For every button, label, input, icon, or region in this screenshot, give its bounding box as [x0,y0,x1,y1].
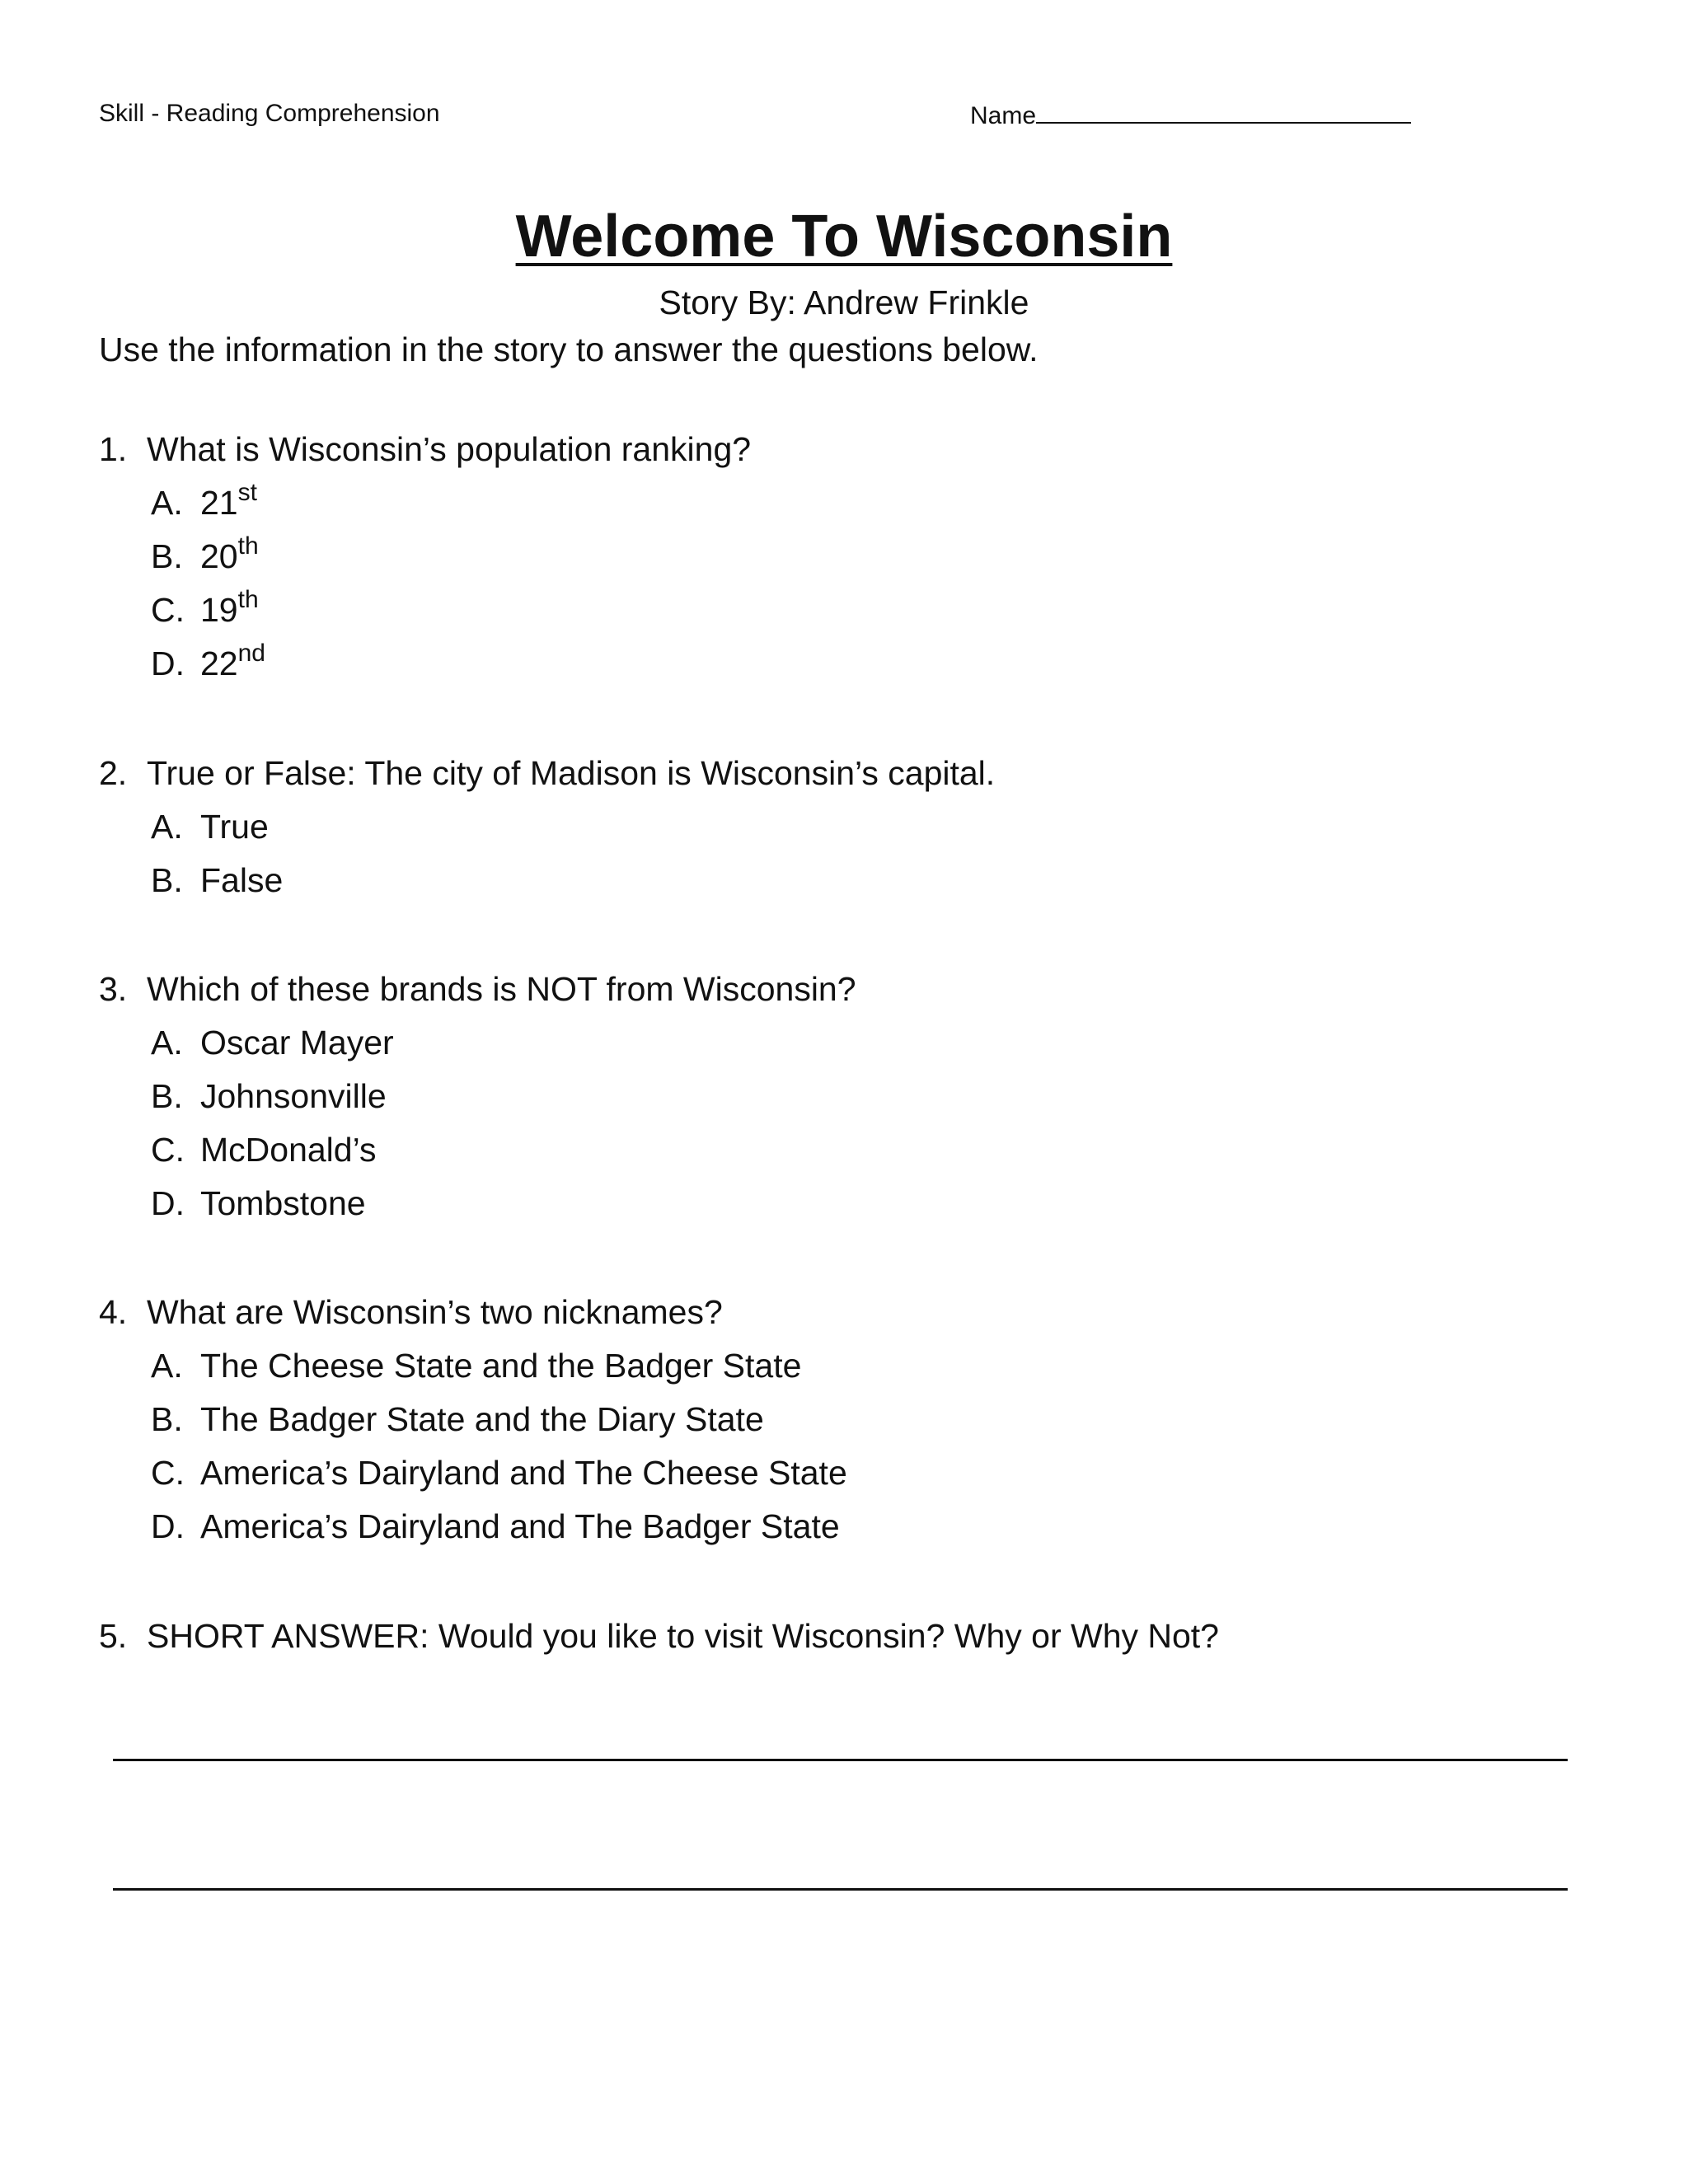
option-letter: B. [151,1077,183,1115]
question-3-option-a[interactable] [151,1020,394,1065]
question-2-option-a[interactable] [151,804,269,849]
ordinal-suffix: st [237,479,257,506]
option-letter: C. [151,1131,185,1169]
short-answer-line-2[interactable] [113,1888,1568,1891]
option-text: Oscar Mayer [200,1024,394,1062]
option-letter: A. [151,1024,183,1062]
question-text: What are Wisconsin’s two nicknames? [147,1293,723,1331]
option-text: The Cheese State and the Badger State [200,1347,802,1385]
question-text: What is Wisconsin’s population ranking? [147,430,752,468]
name-field [970,97,1411,133]
question-2 [99,751,995,795]
option-text: 20 [200,537,238,575]
option-letter: B. [151,1400,183,1438]
question-3-option-c[interactable] [151,1127,376,1172]
question-1-option-b[interactable] [151,534,259,579]
option-letter: C. [151,1454,185,1492]
question-2-option-b[interactable] [151,858,283,902]
question-4-option-b[interactable] [151,1397,764,1441]
question-1-option-d[interactable] [151,641,265,686]
question-number: 2. [99,754,128,792]
question-text: True or False: The city of Madison is Wisconsin’s capital. [147,754,996,792]
option-letter: A. [151,808,183,846]
option-letter: D. [151,644,185,682]
question-number: 5. [99,1617,128,1655]
question-3-option-b[interactable] [151,1074,387,1118]
ordinal-suffix: th [237,586,259,613]
ordinal-suffix: th [237,532,259,560]
option-text: McDonald’s [200,1131,377,1169]
question-1-option-a[interactable] [151,480,257,525]
option-text: America’s Dairyland and The Cheese State [200,1454,847,1492]
name-blank-line[interactable] [1036,97,1411,124]
option-letter: A. [151,484,183,522]
option-text: 19 [200,591,238,629]
option-letter: B. [151,537,183,575]
option-text: 22 [200,644,238,682]
question-3-option-d[interactable] [151,1181,366,1226]
worksheet-title-text: Welcome To Wisconsin [515,204,1173,269]
question-1-option-c[interactable] [151,588,259,632]
short-answer-line-1[interactable] [113,1759,1568,1761]
question-4-option-a[interactable] [151,1343,801,1388]
question-5 [99,1614,1219,1658]
option-text: Johnsonville [200,1077,387,1115]
option-text: The Badger State and the Diary State [200,1400,764,1438]
option-letter: A. [151,1347,183,1385]
question-text: SHORT ANSWER: Would you like to visit Wisconsin? Why or Why Not? [147,1617,1219,1655]
option-letter: B. [151,861,183,899]
name-label: Name [970,102,1037,129]
option-letter: D. [151,1507,185,1545]
story-byline: Story By: Andrew Frinkle [659,284,1029,321]
question-4 [99,1290,723,1334]
question-4-option-d[interactable] [151,1504,840,1549]
question-number: 3. [99,970,128,1008]
question-text: Which of these brands is NOT from Wisconsin? [147,970,856,1008]
question-number: 1. [99,430,128,468]
question-3 [99,967,856,1011]
question-1 [99,427,751,471]
instructions: Use the information in the story to answer the questions below. [99,330,1039,368]
option-text: Tombstone [200,1184,366,1222]
option-letter: C. [151,591,185,629]
question-number: 4. [99,1293,128,1331]
option-text: False [200,861,284,899]
skill-label: Skill - Reading Comprehension [99,100,440,127]
question-4-option-c[interactable] [151,1451,847,1495]
ordinal-suffix: nd [237,640,265,667]
option-text: True [200,808,269,846]
option-text: 21 [200,484,238,522]
option-letter: D. [151,1184,185,1222]
worksheet-title [0,199,1688,274]
option-text: America’s Dairyland and The Badger State [200,1507,840,1545]
